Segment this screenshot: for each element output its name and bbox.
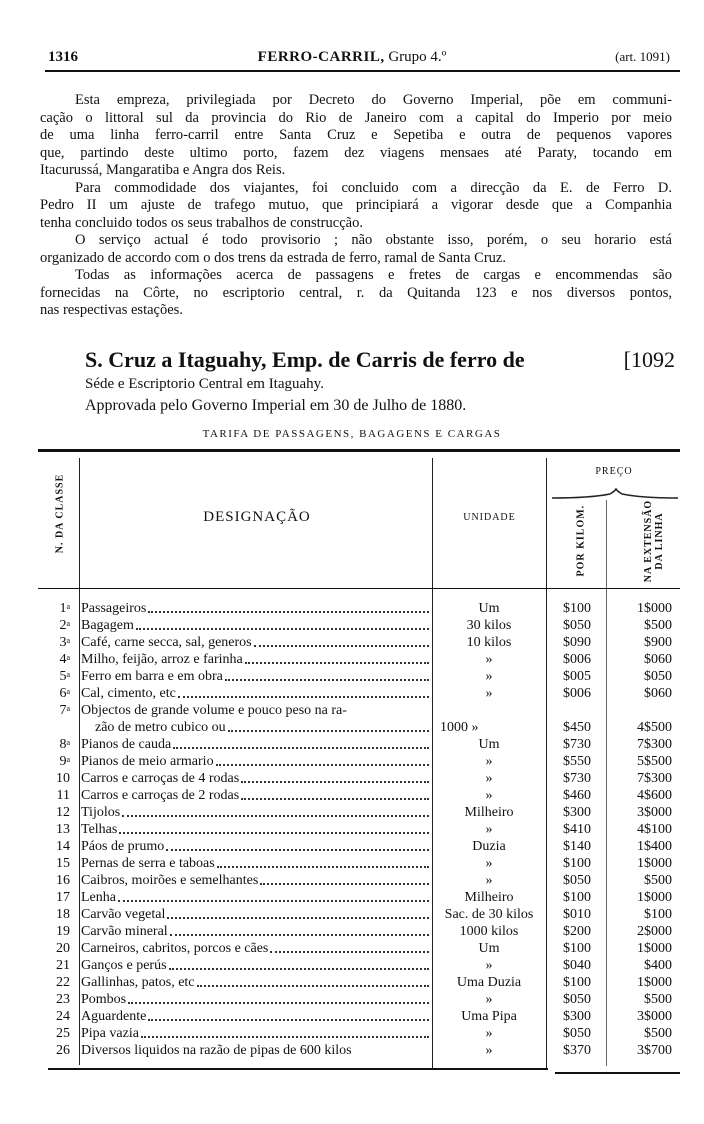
paragraph-line: cação o littoral sul da provincia do Rio de Janeiro com a capital do Imperio por meio: [40, 109, 672, 126]
price-per-km: $050: [563, 992, 591, 1007]
designation-cell: [81, 685, 430, 702]
price-full-line: 3$000: [637, 1009, 672, 1024]
header-bottom-rule: [38, 588, 680, 589]
price-full-line: 1$000: [637, 601, 672, 616]
table-row: [0, 634, 704, 651]
designation-cell: [81, 787, 430, 804]
designation-text: Milho, feijão, arroz e farinha: [81, 652, 243, 667]
table-row: [0, 770, 704, 787]
designation-text: Bagagem: [81, 618, 134, 633]
designation-cell: [81, 651, 430, 668]
price-per-km: $730: [563, 771, 591, 786]
paragraph-line: O serviço actual é todo provisorio ; não obstante isso, porém, o seu horario está: [75, 232, 672, 248]
class-number-value: 5: [59, 669, 67, 684]
paragraph-line: nas respectivas estações.: [40, 302, 183, 318]
table-caption: TARIFA DE PASSAGENS, BAGAGENS E CARGAS: [202, 428, 502, 440]
dot-leader: [141, 1025, 429, 1038]
unit-cell: Sac. de 30 kilos: [444, 907, 534, 922]
class-number: [36, 753, 70, 770]
ordinal-suffix: a: [66, 738, 70, 747]
table-row: [0, 787, 704, 804]
unit-cell: »: [485, 873, 493, 888]
designation-text: Carneiros, cabritos, porcos e cães: [81, 941, 269, 956]
price-per-km: $450: [563, 720, 591, 735]
approval-note: Approvada pelo Governo Imperial em 30 de Julho de 1880.: [85, 397, 467, 414]
designation-text: Diversos liquidos na razão de pipas de 600 kilos: [81, 1043, 352, 1058]
header-class-number: N. DA CLASSE: [54, 473, 66, 554]
price-per-km: $040: [563, 958, 591, 973]
unit-cell: »: [485, 686, 493, 701]
unit-cell: »: [485, 771, 493, 786]
designation-cell: [81, 1025, 430, 1042]
unit-cell: »: [485, 822, 493, 837]
dot-leader: [217, 855, 429, 868]
designation-cell: [81, 668, 430, 685]
class-number-value: 25: [56, 1026, 70, 1041]
designation-text: zão de metro cubico ou: [95, 720, 226, 735]
class-number: [36, 634, 70, 651]
running-title-main: FERRO-CARRIL,: [257, 49, 385, 65]
price-per-km: $006: [563, 686, 591, 701]
dot-leader: [245, 651, 429, 664]
table-row: [0, 600, 704, 617]
designation-cell: [81, 600, 430, 617]
class-number-value: 22: [56, 975, 70, 990]
designation-text: Gallinhas, patos, etc: [81, 975, 195, 990]
unit-cell: »: [485, 992, 493, 1007]
designation-text: Objectos de grande volume e pouco peso na ra-: [81, 703, 347, 718]
price-full-line: $500: [644, 873, 672, 888]
designation-text: Pianos de cauda: [81, 737, 172, 752]
price-per-km: $460: [563, 788, 591, 803]
class-number-value: 6: [59, 686, 67, 701]
price-per-km: $050: [563, 618, 591, 633]
designation-cell: [81, 736, 430, 753]
table-row: [0, 974, 704, 991]
paragraph-line: Para commodidade dos viajantes, foi concluido com a direcção da E. de Ferro D.: [75, 179, 672, 196]
designation-cell: [81, 838, 430, 855]
class-number-value: 2: [59, 618, 67, 633]
table-row: [0, 651, 704, 668]
dot-leader: [197, 974, 429, 987]
table-row: [0, 736, 704, 753]
class-number: [36, 991, 70, 1008]
class-number-value: 4: [59, 652, 67, 667]
price-full-line: 4$100: [637, 822, 672, 837]
table-row: [0, 753, 704, 770]
ordinal-suffix: a: [66, 687, 70, 696]
designation-cell: [81, 804, 430, 821]
dot-leader: [167, 906, 429, 919]
price-full-line: 1$000: [637, 941, 672, 956]
class-number: [36, 821, 70, 838]
designation-cell: [81, 634, 430, 651]
price-full-line: 2$000: [637, 924, 672, 939]
designation-cell: [81, 974, 430, 991]
unit-cell: »: [485, 1026, 493, 1041]
company-seat: Séde e Escriptorio Central em Itaguahy.: [85, 376, 324, 392]
class-number-value: 10: [56, 771, 70, 786]
designation-cell: [81, 957, 430, 974]
ordinal-suffix: a: [66, 755, 70, 764]
dot-leader: [225, 668, 429, 681]
price-per-km: $010: [563, 907, 591, 922]
table-row: [0, 838, 704, 855]
price-full-line: 4$500: [637, 720, 672, 735]
price-full-line: $900: [644, 635, 672, 650]
class-number-value: 11: [56, 788, 70, 803]
class-number-value: 8: [59, 737, 67, 752]
designation-cell: [81, 923, 430, 940]
designation-cell: [81, 1008, 430, 1025]
paragraph-line: que, partindo deste ultimo porto, fazem dez viagens mensaes até Paraty, tocando em: [40, 144, 672, 161]
unit-cell: 30 kilos: [466, 618, 512, 633]
price-per-km: $006: [563, 652, 591, 667]
price-per-km: $140: [563, 839, 591, 854]
price-per-km: $410: [563, 822, 591, 837]
class-number: [36, 906, 70, 923]
table-row: [0, 1008, 704, 1025]
header-unit: UNIDADE: [463, 512, 516, 523]
price-per-km: $200: [563, 924, 591, 939]
unit-cell: 1000 »: [440, 720, 479, 735]
unit-cell: Milheiro: [464, 890, 514, 905]
table-row: [0, 1025, 704, 1042]
table-row: [0, 991, 704, 1008]
dot-leader: [260, 872, 429, 885]
price-full-line: $500: [644, 618, 672, 633]
dot-leader: [254, 634, 429, 647]
dot-leader: [241, 770, 429, 783]
class-number-value: 19: [56, 924, 70, 939]
designation-text: Tijolos: [81, 805, 121, 820]
class-number: [36, 804, 70, 821]
dot-leader: [128, 991, 429, 1004]
header-rule: [45, 70, 680, 72]
unit-cell: 10 kilos: [466, 635, 512, 650]
class-number-value: 16: [56, 873, 70, 888]
price-full-line: 1$000: [637, 890, 672, 905]
class-number: [36, 957, 70, 974]
designation-text: Caibros, moirões e semelhantes: [81, 873, 259, 888]
class-number-value: 7: [59, 703, 67, 718]
dot-leader: [169, 957, 429, 970]
class-number: [36, 736, 70, 753]
dot-leader: [166, 838, 429, 851]
unit-cell: »: [485, 1043, 493, 1058]
class-number-value: 21: [56, 958, 70, 973]
price-full-line: $100: [644, 907, 672, 922]
price-per-km: $100: [563, 941, 591, 956]
ordinal-suffix: a: [66, 704, 70, 713]
table-row: [0, 804, 704, 821]
designation-text: Pianos de meio armario: [81, 754, 214, 769]
designation-text: Café, carne secca, sal, generos: [81, 635, 252, 650]
class-number-value: 18: [56, 907, 70, 922]
price-per-km: $300: [563, 805, 591, 820]
price-per-km: $050: [563, 873, 591, 888]
designation-text: Passageiros: [81, 601, 147, 616]
ordinal-suffix: a: [66, 636, 70, 645]
price-per-km: $550: [563, 754, 591, 769]
designation-cell: [81, 702, 430, 719]
designation-cell: [81, 770, 430, 787]
designation-text: Ferro em barra e em obra: [81, 669, 223, 684]
table-row: [0, 889, 704, 906]
ordinal-suffix: a: [66, 653, 70, 662]
dot-leader: [119, 821, 429, 834]
designation-text: Lenha: [81, 890, 116, 905]
price-full-line: 1$000: [637, 975, 672, 990]
header-designation: DESIGNAÇÃO: [203, 509, 311, 525]
price-per-km: $300: [563, 1009, 591, 1024]
price-full-line: 7$300: [637, 771, 672, 786]
class-number-value: 24: [56, 1009, 70, 1024]
designation-cell: [81, 940, 430, 957]
price-full-line: 5$500: [637, 754, 672, 769]
class-number: [36, 668, 70, 685]
price-full-line: $050: [644, 669, 672, 684]
header-per-km: POR KILOM.: [575, 504, 587, 577]
unit-cell: Duzia: [472, 839, 506, 854]
class-number-value: 9: [59, 754, 67, 769]
designation-cell: [81, 753, 430, 770]
company-name: S. Cruz a Itaguahy, Emp. de Carris de ferro de: [85, 347, 525, 372]
paragraph-line: Esta empreza, privilegiada por Decreto do Governo Imperial, põe em communi-: [75, 92, 672, 108]
class-number-value: 1: [59, 601, 67, 616]
unit-cell: »: [485, 856, 493, 871]
ordinal-suffix: a: [66, 619, 70, 628]
designation-cell: [81, 855, 430, 872]
price-full-line: $400: [644, 958, 672, 973]
table-bottom-rule: [48, 1068, 548, 1070]
table-row: [0, 872, 704, 889]
designation-cell: [81, 617, 430, 634]
section-title: [85, 346, 675, 374]
price-per-km: $100: [563, 975, 591, 990]
table-top-rule: [38, 449, 680, 452]
class-number-value: 26: [56, 1043, 70, 1058]
table-row: [0, 940, 704, 957]
designation-text: Ganços e perús: [81, 958, 167, 973]
price-full-line: $500: [644, 992, 672, 1007]
price-full-line: 3$000: [637, 805, 672, 820]
designation-text: Telhas: [81, 822, 118, 837]
unit-cell: 1000 kilos: [459, 924, 519, 939]
dot-leader: [136, 617, 429, 630]
table-row: [0, 957, 704, 974]
price-per-km: $100: [563, 601, 591, 616]
price-per-km: $005: [563, 669, 591, 684]
table-row: [0, 685, 704, 702]
class-number-value: 14: [56, 839, 70, 854]
unit-cell: »: [485, 788, 493, 803]
unit-cell: Uma Pipa: [461, 1009, 517, 1024]
dot-leader: [178, 685, 429, 698]
designation-text: Pombos: [81, 992, 127, 1007]
class-number: [36, 1008, 70, 1025]
table-bottom-rule: [555, 1072, 680, 1074]
paragraph-line: Todas as informações acerca de passagens e fretes de cargas e encommendas são: [75, 267, 672, 283]
class-number-value: 23: [56, 992, 70, 1007]
entry-number: [1092: [623, 347, 675, 372]
class-number-value: 17: [56, 890, 70, 905]
price-per-km: $370: [563, 1043, 591, 1058]
dot-leader: [216, 753, 429, 766]
table-row: [0, 1042, 704, 1059]
designation-cell: [81, 821, 430, 838]
designation-cell: [81, 889, 430, 906]
class-number-value: 3: [59, 635, 67, 650]
class-number: [36, 770, 70, 787]
unit-cell: »: [485, 958, 493, 973]
designation-text: Aguardente: [81, 1009, 147, 1024]
dot-leader: [173, 736, 429, 749]
designation-cell: [81, 1042, 430, 1059]
price-full-line: 1$000: [637, 856, 672, 871]
designation-text: Carvão mineral: [81, 924, 168, 939]
designation-text: Pipa vazia: [81, 1026, 139, 1041]
price-full-line: $060: [644, 686, 672, 701]
class-number-value: 12: [56, 805, 70, 820]
unit-cell: Um: [478, 601, 500, 616]
class-number: [36, 651, 70, 668]
class-number: [36, 940, 70, 957]
class-number: [36, 889, 70, 906]
price-full-line: $060: [644, 652, 672, 667]
designation-text: Pernas de serra e taboas: [81, 856, 215, 871]
price-full-line: 7$300: [637, 737, 672, 752]
unit-cell: »: [485, 669, 493, 684]
dot-leader: [270, 940, 429, 953]
price-per-km: $730: [563, 737, 591, 752]
table-row: [0, 702, 704, 719]
header-full-line-2: DA LINHA: [654, 512, 665, 570]
page-number: 1316: [48, 49, 78, 65]
header-full-line-1: NA EXTENSÃO: [643, 499, 654, 583]
running-title: [160, 48, 544, 66]
table-row: [0, 855, 704, 872]
class-number: [36, 838, 70, 855]
designation-cell: [81, 906, 430, 923]
paragraph-line: Itacurussá, Mangaratiba e Angra dos Reis.: [40, 162, 286, 178]
class-number: [36, 974, 70, 991]
paragraph-line: tenha concluido todos os seus trabalhos de construcção.: [40, 214, 363, 231]
class-number: [36, 600, 70, 617]
unit-cell: Um: [478, 941, 500, 956]
dot-leader: [148, 600, 429, 613]
class-number: [36, 787, 70, 804]
price-per-km: $100: [563, 856, 591, 871]
paragraph-line: organizado de accordo com o dos trens da estrada de ferro, ramal de Santa Cruz.: [40, 249, 506, 266]
price-per-km: $050: [563, 1026, 591, 1041]
class-number: [36, 1042, 70, 1059]
running-title-group: Grupo 4.º: [384, 49, 447, 65]
designation-text: Carvão vegetal: [81, 907, 166, 922]
dot-leader: [122, 804, 429, 817]
class-number: [36, 855, 70, 872]
price-per-km: $090: [563, 635, 591, 650]
designation-cell: [81, 872, 430, 889]
paragraph-line: de uma linha ferro-carril entre Santa Cruz e Sepetiba e outra de pequenos vapores: [40, 127, 672, 143]
designation-cell: [81, 719, 430, 736]
paragraph-line: Pedro II um ajuste de trafego mutuo, que principiará a vigorar desde que a Companhia: [40, 197, 672, 213]
table-row: [0, 923, 704, 940]
header-price: PREÇO: [595, 466, 633, 477]
designation-text: Cal, cimento, etc: [81, 686, 176, 701]
article-reference: (art. 1091): [615, 49, 670, 64]
dot-leader: [170, 923, 429, 936]
class-number-value: 15: [56, 856, 70, 871]
class-number: [36, 702, 70, 719]
dot-leader: [228, 719, 429, 732]
ordinal-suffix: a: [66, 602, 70, 611]
class-number: [36, 617, 70, 634]
class-number: [36, 1025, 70, 1042]
class-number-value: 13: [56, 822, 70, 837]
table-row: [0, 906, 704, 923]
header-full-line: [643, 491, 665, 591]
unit-cell: Milheiro: [464, 805, 514, 820]
price-per-km: $100: [563, 890, 591, 905]
designation-text: Carros e carroças de 4 rodas: [81, 771, 240, 786]
class-number: [36, 685, 70, 702]
dot-leader: [118, 889, 429, 902]
paragraph-line: fornecidas na Côrte, no escriptorio central, r. da Quitanda 123 e nos diversos pontos,: [40, 284, 672, 301]
unit-cell: »: [485, 754, 493, 769]
price-full-line: 1$400: [637, 839, 672, 854]
ordinal-suffix: a: [66, 670, 70, 679]
table-row-continuation: [0, 719, 704, 736]
table-row: [0, 617, 704, 634]
dot-leader: [241, 787, 429, 800]
designation-cell: [81, 991, 430, 1008]
table-row: [0, 668, 704, 685]
class-number-value: 20: [56, 941, 70, 956]
table-row: [0, 821, 704, 838]
designation-text: Páos de prumo: [81, 839, 165, 854]
price-full-line: 3$700: [637, 1043, 672, 1058]
price-full-line: $500: [644, 1026, 672, 1041]
unit-cell: Uma Duzia: [456, 975, 522, 990]
class-number: [36, 872, 70, 889]
designation-text: Carros e carroças de 2 rodas: [81, 788, 240, 803]
dot-leader: [148, 1008, 429, 1021]
class-number: [36, 923, 70, 940]
unit-cell: Um: [478, 737, 500, 752]
price-full-line: 4$600: [637, 788, 672, 803]
unit-cell: »: [485, 652, 493, 667]
